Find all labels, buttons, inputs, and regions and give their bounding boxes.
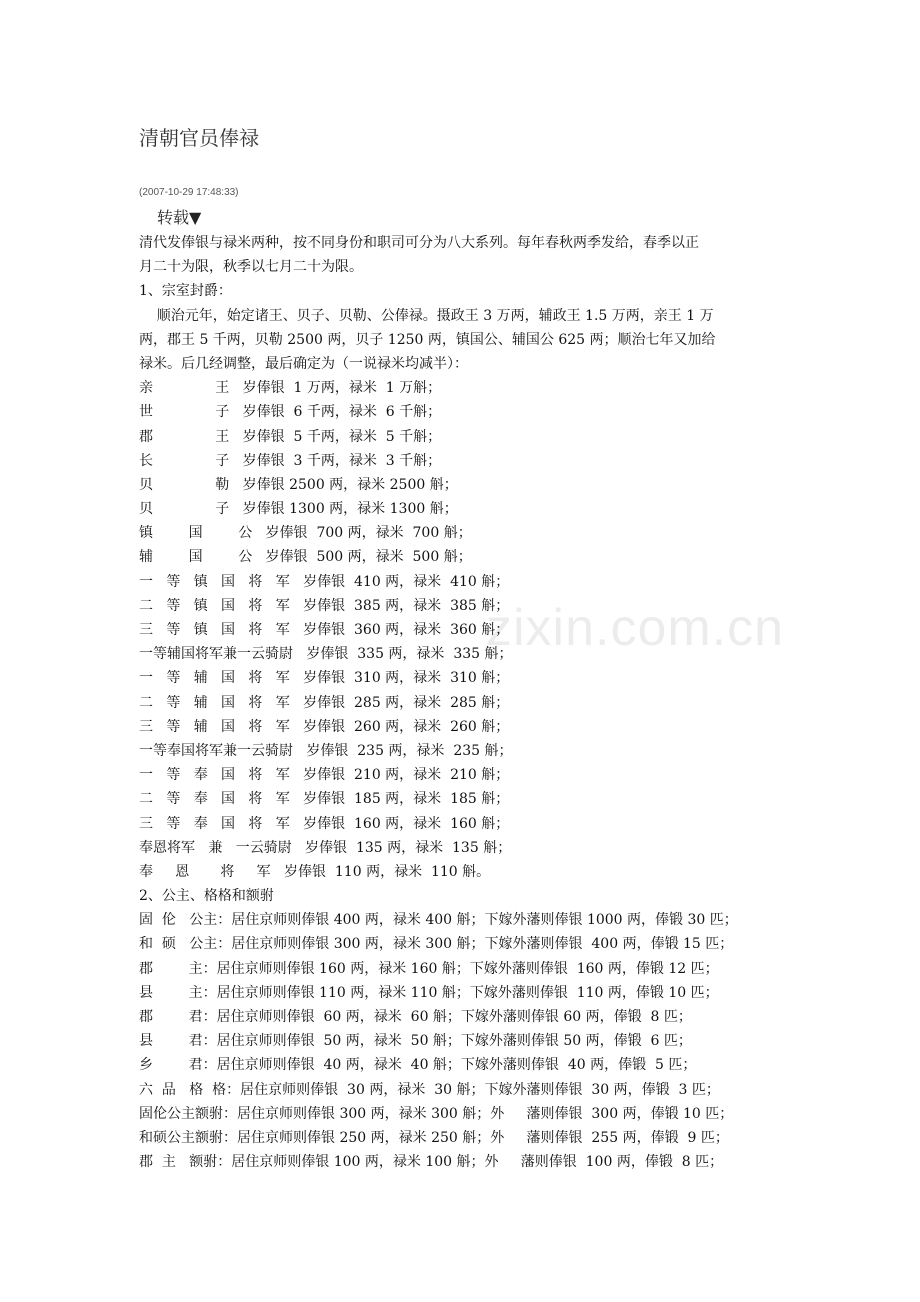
text-line: 郡 君：居住京师则俸银 60 两，禄米 60 斛；下嫁外藩则俸银 60 两，俸锻 8 匹； (139, 1009, 692, 1025)
text-line: 二 等 辅 国 将 军 岁俸银 285 两，禄米 285 斛； (139, 694, 510, 711)
text-line: 奉恩将军 兼 一云骑尉 岁俸银 135 两，禄米 135 斛； (139, 839, 512, 856)
text-line: 乡 君：居住京师则俸银 40 两，禄米 40 斛；下嫁外藩则俸银 40 两，俸锻 5 匹； (139, 1057, 697, 1074)
text-line: 县 君：居住京师则俸银 50 两，禄米 50 斛；下嫁外藩则俸银 50 两，俸锻 6 匹； (139, 1033, 692, 1050)
text-line: 县 主：居住京师则俸银 110 两，禄米 110 斛；下嫁外藩则俸银 110 两，俸锻 10 匹； (139, 984, 719, 1001)
text-line: 三 等 奉 国 将 军 岁俸银 160 两，禄米 160 斛； (139, 815, 510, 832)
text-line: 贝 勒 岁俸银 2500 两，禄米 2500 斛； (139, 476, 458, 493)
text-line: 贝 子 岁俸银 1300 两，禄米 1300 斛； (139, 501, 458, 518)
text-line: 镇 国 公 岁俸银 700 两，禄米 700 斛； (139, 525, 472, 542)
page-title: 清朝官员俸禄 (139, 126, 259, 150)
text-line: 二 等 奉 国 将 军 岁俸银 185 两，禄米 185 斛； (139, 791, 510, 808)
text-line: 三 等 镇 国 将 军 岁俸银 360 两，禄米 360 斛； (139, 622, 510, 638)
text-line: 一等奉国将军兼一云骑尉 岁俸银 235 两，禄米 235 斛； (139, 742, 513, 759)
text-line: 辅 国 公 岁俸银 500 两，禄米 500 斛； (139, 549, 472, 566)
text-line: 长 子 岁俸银 3 千两，禄米 3 千斛； (139, 452, 442, 469)
post-date: (2007-10-29 17:48:33) (139, 187, 239, 198)
text-line: 亲 王 岁俸银 1 万两，禄米 1 万斛； (139, 380, 442, 397)
text-line: 固 伦 公主：居住京师则俸银 400 两，禄米 400 斛；下嫁外藩则俸银 1000 两，俸锻 30 匹； (139, 912, 738, 929)
text-line: 2、公主、格格和额驸 (139, 888, 274, 905)
text-line: 郡 主 额驸：居住京师则俸银 100 两，禄米 100 斛；外 藩则俸银 100 两，俸锻 8 匹； (139, 1154, 724, 1171)
text-line: 和 硕 公主：居住京师则俸银 300 两，禄米 300 斛；下嫁外藩则俸银 400 两，俸锻 15 匹； (139, 936, 734, 953)
watermark: zixin.com.cn (486, 599, 785, 657)
text-line: 三 等 辅 国 将 军 岁俸银 260 两，禄米 260 斛； (139, 718, 510, 735)
text-line: 郡 主：居住京师则俸银 160 两，禄米 160 斛；下嫁外藩则俸银 160 两，俸锻 12 匹； (139, 960, 719, 977)
text-line: 二 等 镇 国 将 军 岁俸银 385 两，禄米 385 斛； (139, 597, 510, 614)
text-line: 世 子 岁俸银 6 千两，禄米 6 千斛； (139, 404, 442, 421)
text-line: 月二十为限，秋季以七月二十为限。 (139, 259, 363, 276)
text-line: 一 等 镇 国 将 军 岁俸银 410 两，禄米 410 斛； (139, 573, 510, 590)
text-line: 固伦公主额驸：居住京师则俸银 300 两，禄米 300 斛；外 藩则俸银 300 两，俸锻 10 匹； (139, 1105, 734, 1122)
text-line: 禄米。后几经调整，最后确定为（一说禄米均减半）： (139, 355, 468, 372)
text-line: 一等辅国将军兼一云骑尉 岁俸银 335 两，禄米 335 斛； (139, 646, 513, 663)
article-body (139, 231, 789, 1174)
text-line: 一 等 奉 国 将 军 岁俸银 210 两，禄米 210 斛； (139, 767, 510, 784)
text-line: 清代发俸银与禄米两种，按不同身份和职司可分为八大系列。每年春秋两季发给，春季以正 (139, 235, 699, 251)
text-line: 一 等 辅 国 将 军 岁俸银 310 两，禄米 310 斛； (139, 670, 510, 687)
text-line: 顺治元年，始定诸王、贝子、贝勒、公俸禄。摄政王 3 万两，辅政王 1.5 万两，亲王 1 万 (139, 307, 714, 324)
repost-label[interactable]: 转载▼ (157, 208, 202, 227)
text-line: 和硕公主额驸：居住京师则俸银 250 两，禄米 250 斛；外 藩则俸银 255 两，俸锻 9 匹； (139, 1129, 729, 1146)
text-line: 两，郡王 5 千两，贝勒 2500 两，贝子 1250 两，镇国公、辅国公 625 两；顺治七年又加给 (139, 331, 716, 348)
text-line: 郡 王 岁俸银 5 千两，禄米 5 千斛； (139, 428, 442, 445)
text-line: 奉 恩 将 军 岁俸银 110 两，禄米 110 斛。 (139, 863, 491, 880)
text-line: 1、宗室封爵： (139, 283, 232, 300)
text-line: 六 品 格 格：居住京师则俸银 30 两，禄米 30 斛；下嫁外藩则俸银 30 两，俸锻 3 匹； (139, 1081, 720, 1098)
